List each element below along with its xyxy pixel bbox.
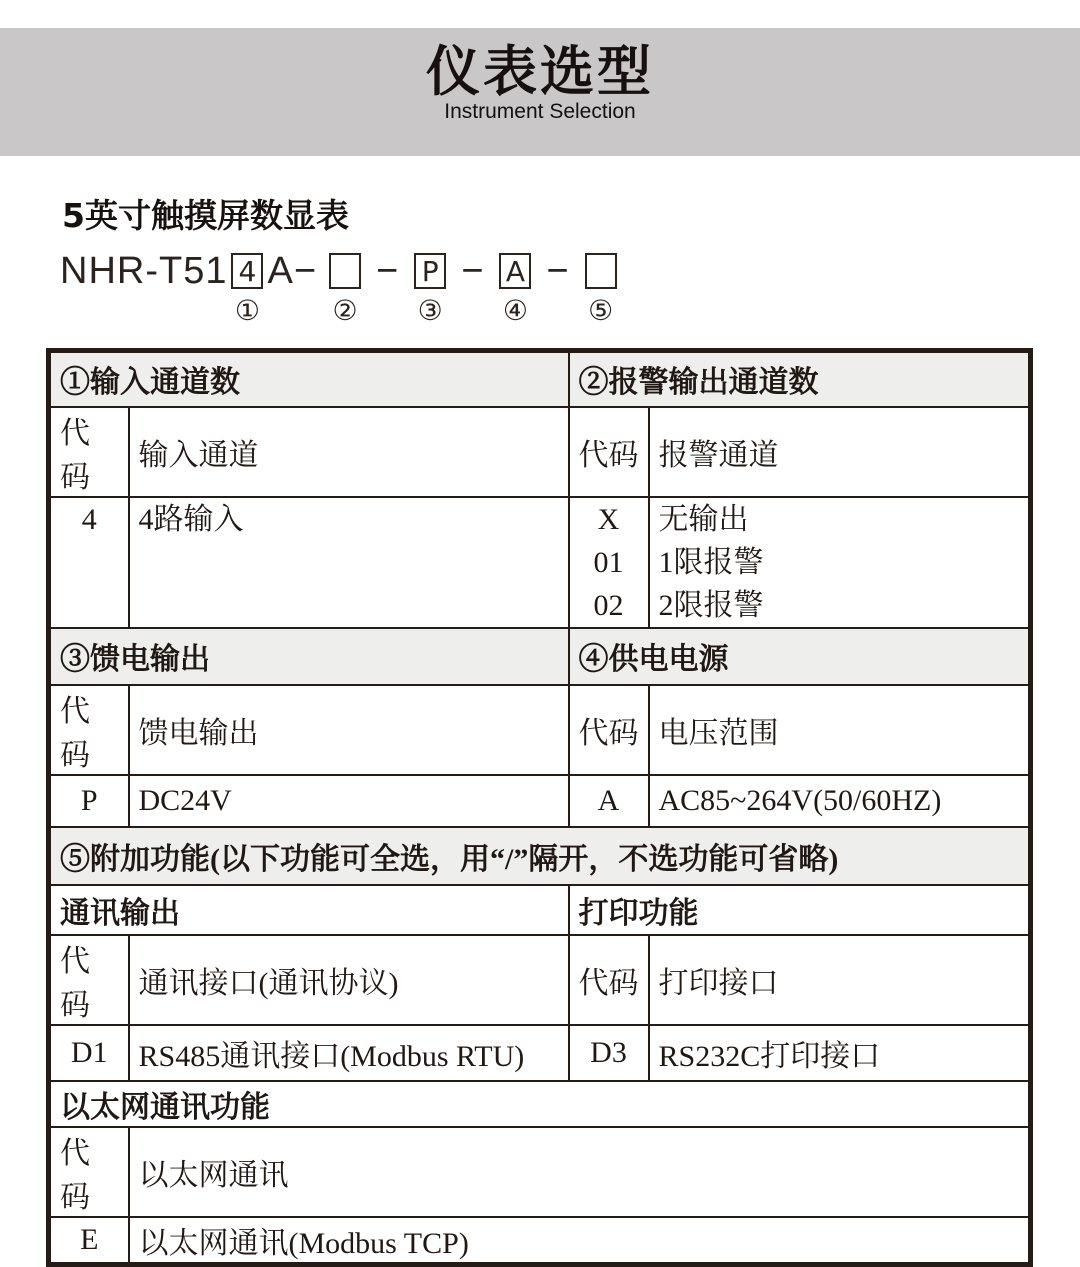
section1-title: ①输入通道数 [49, 351, 569, 407]
model-dash-2: − [461, 249, 485, 292]
print-row-desc: RS232C打印接口 [649, 1025, 1031, 1081]
section1-code-header: 代码 [49, 407, 129, 497]
model-dash-1: − [376, 249, 400, 292]
section2-title: ②报警输出通道数 [569, 351, 1031, 407]
ethernet-title: 以太网通讯功能 [49, 1081, 1031, 1127]
print-function-title: 打印功能 [569, 885, 1031, 935]
page-subtitle: Instrument Selection [444, 100, 636, 123]
section3-desc-header: 馈电输出 [129, 685, 569, 775]
model-slot-4-box: A [499, 253, 531, 289]
section3-title: ③馈电输出 [49, 628, 569, 685]
model-slot-2 [329, 253, 361, 327]
selection-table [46, 348, 1033, 1267]
model-slot-3-box: P [414, 253, 446, 289]
circled-number-3: ③ [417, 294, 443, 327]
model-slot-1 [231, 253, 263, 327]
comm-code-header: 代码 [49, 935, 129, 1025]
section4-code-header: 代码 [569, 685, 649, 775]
section4-title: ④供电电源 [569, 628, 1031, 685]
model-slot-5 [585, 253, 617, 327]
product-name: 5英寸触摸屏数显表 [62, 196, 349, 235]
ethernet-desc-header: 以太网通讯 [129, 1127, 1031, 1217]
section1-desc-header: 输入通道 [129, 407, 569, 497]
page-title: 仪表选型 [426, 40, 654, 103]
model-code-line [60, 249, 621, 327]
section2-row-descs: 无输出 1限报警 2限报警 [649, 497, 1031, 628]
section2-row-codes: X 01 02 [569, 497, 649, 628]
model-dash-3: − [546, 249, 570, 292]
circled-number-2: ② [332, 294, 358, 327]
section2-code-header: 代码 [569, 407, 649, 497]
model-slot-1-box: 4 [231, 253, 263, 289]
model-slot-5-box [585, 253, 617, 289]
comm-desc-header: 通讯接口(通讯协议) [129, 935, 569, 1025]
model-fixed-a: A− [267, 249, 318, 292]
model-slot-2-box [329, 253, 361, 289]
page-banner [0, 28, 1080, 156]
section3-code-header: 代码 [49, 685, 129, 775]
section4-row-code: A [569, 775, 649, 827]
model-slot-4 [499, 253, 531, 327]
comm-row-code: D1 [49, 1025, 129, 1081]
section2-desc-header: 报警通道 [649, 407, 1031, 497]
section3-row-desc: DC24V [129, 775, 569, 827]
section4-desc-header: 电压范围 [649, 685, 1031, 775]
ethernet-row-code: E [49, 1217, 129, 1265]
ethernet-row-desc: 以太网通讯(Modbus TCP) [129, 1217, 1031, 1265]
section1-row-code: 4 [49, 497, 129, 628]
model-prefix: NHR-T51 [60, 249, 228, 292]
section1-row-desc: 4路输入 [129, 497, 569, 628]
section3-row-code: P [49, 775, 129, 827]
section4-row-desc: AC85~264V(50/60HZ) [649, 775, 1031, 827]
comm-output-title: 通讯输出 [49, 885, 569, 935]
circled-number-1: ① [234, 294, 261, 327]
circled-number-4: ④ [502, 294, 528, 327]
print-code-header: 代码 [569, 935, 649, 1025]
comm-row-desc: RS485通讯接口(Modbus RTU) [129, 1025, 569, 1081]
ethernet-code-header: 代码 [49, 1127, 129, 1217]
circled-number-5: ⑤ [588, 294, 614, 327]
print-row-code: D3 [569, 1025, 649, 1081]
model-slot-3 [414, 253, 446, 327]
print-desc-header: 打印接口 [649, 935, 1031, 1025]
section5-title: ⑤附加功能(以下功能可全选，用“/”隔开，不选功能可省略) [49, 827, 1031, 885]
